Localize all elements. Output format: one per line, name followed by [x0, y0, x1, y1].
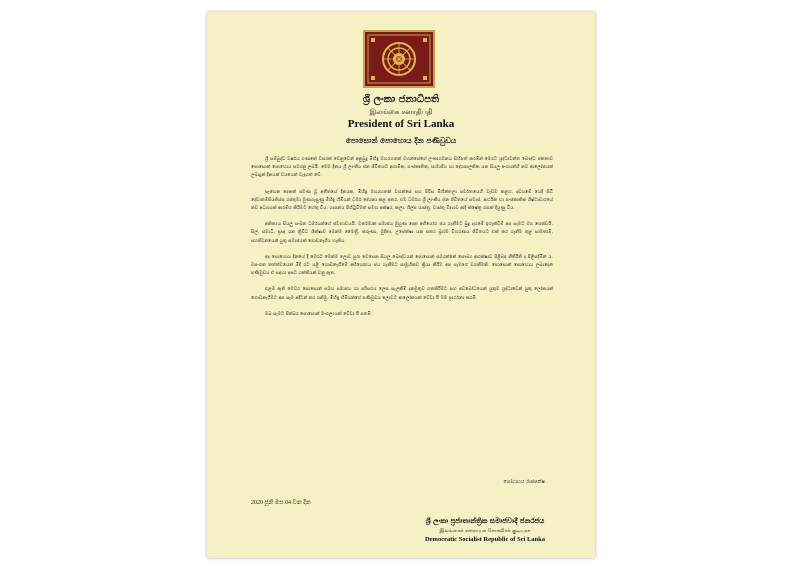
- document-title: පොසොන් පොහොය දින පණිවුඩය: [345, 136, 457, 145]
- body-paragraph: අද පොහොය දිනයේ දී මෙරට මෙන්ම ලොව පුරා වෙසෙන සියලු බෞද්ධයන් පොසොන් සමරන්නේ සෞඛ්‍ය ආරක්ෂාව පිළිබඳ නීතිරීති ද පිළිපදිමින් ය. වසංගත තත්ත්වයෙන් මිදී රට යළි ගොඩනැගීමේ අභියෝගය ජය ගැනීමට සාමූහිකව ක්‍රියා කිරීම අප සැමගේ වගකීමකි. පොසොන් පොහොය ලබාදෙන පණිවුඩය ඒ සඳහා අපට ශක්තියක් වනු ඇත.: [251, 254, 553, 277]
- presidential-flag-emblem: [363, 30, 435, 88]
- body-paragraph: ඔබ සැමට පින්බර පොසොන් මංගල්‍යයක් වේවා යි පතමි.: [265, 311, 373, 317]
- footer-name-sinhala: ශ්‍රී ලංකා ප්‍රජාතාන්ත්‍රික සමාජවාදී ජනරජය: [425, 517, 545, 525]
- footer-republic-name: [405, 517, 565, 543]
- document-body: [251, 156, 553, 327]
- letter-page: [207, 12, 595, 558]
- footer-name-english: Democratic Socialist Republic of Sri Lanka: [424, 536, 546, 543]
- body-paragraph: සෑහෙන දෙකක් පමණ වූ අතීතයේ දිනයක, මිහිඳු මහරහතන් වහන්සේ සහ පිරිස මිහින්තලා පර්වතයෙහි වැඩම කළහ. දඩයමේ යෙදී සිටි දේවානම්පියතිස්ස රජතුමා මුණගැසුණු මිහිඳු හිමියන් ධර්ම දේශනා කළ අතර, එම ධර්මය ශ්‍රී ලාංකීය ජන ජීවිතයේ සමාජ, ආර්ථික හා සංස්කෘතික ශිෂ්ටාචාරයේ නව අධ්‍යායක් ආරම්භ කිරීමට හේතු විය. ශාසනය පිහිටුවීමත් සමඟ අක්ෂර, කලා, ශිල්ප ශාස්ත්‍ර, වාස්තු විද්‍යාව ආදී ක්ෂේත්‍ර රැසක් දියුණු විය.: [251, 189, 553, 212]
- header-title-sinhala: ශ්‍රී ලංකා ජනාධිපති: [362, 94, 440, 105]
- header-title-english: President of Sri Lanka: [347, 118, 455, 130]
- signature-name: ගෝඨාභය රාජපක්ෂ: [503, 479, 545, 485]
- body-paragraph: එළඹ ඇති මෙවර පොසොන් සමය සමාජය හා පරිසරය ලෙස සැලකීම් දැනමුතුව ගතකිරීමට සහ අවබෝධයෙන් යුතුව ශ්‍රද්ධාවෙන් යුතු ලෝකයක් ගොඩනැගීමට අප සැම අදිටන් කර ගනිමු. මිහිඳු හිමියන්ගේ පණිවුඩය ලොවට ආලෝකයක් වේවා යි මම ප්‍රාර්ථනා කරමි.: [251, 287, 553, 301]
- footer-name-tamil: இலங்கைச் சனநாயக சோசலிசக் குடியரசு: [439, 528, 531, 534]
- dharma-wheel-icon: [365, 32, 433, 86]
- body-paragraph: ශ්‍රී සම්බුද්ධ වර්ෂය ගණනේ වසරක් වෙනුවෙන් අනුබුදු මිහිඳු මහරහතන් වහන්සේගේ ලංකාගමනය සිහිපත් කරමින් මෙරට ශ්‍රද්ධාවන්ත බෞද්ධ ජනතාව පොසොන් පොහොය සමරනු ලබයි. මෙම දිනය ශ්‍රී ලාංකීය ජන ජීවිතයට ආගමික, සංස්කෘතික, සාමාජීය හා දේශපාලනික යන සියලු අංශයන්හි නව ආලෝකයක් ලබාදුන් දිනයක් වශයෙන් වැදගත් වේ.: [251, 157, 553, 179]
- header-title-tamil: இலங்கை சனாதிபதி: [369, 108, 433, 116]
- document-date: 2020 ජූනි මස 04 වන දින: [251, 500, 311, 506]
- body-paragraph: අනිත්‍යය සියලු සංඛත ධර්මයන්ගේ ස්වභාවයයි. වර්තමාන සමාජය මුහුණ දෙන අභියෝග ජය ගැනීමට බුදු දහමේ ඉගැන්වීම් අප සැමට මග පෙන්වයි. සිල්, සමාධි, ප්‍රඥා යන ත්‍රිවිධ ශික්ෂාව මෙන්ම මෛත්‍රී, කරුණා, මුදිතා, උපේක්ෂා යන සතර බ්‍රහ්ම විහරණය ජීවිතයට එක් කර ගැනීම තුළ සාමකාමී, සහජීවනයෙන් යුතු සමාජයක් ගොඩනැගිය හැකිය.: [251, 222, 553, 244]
